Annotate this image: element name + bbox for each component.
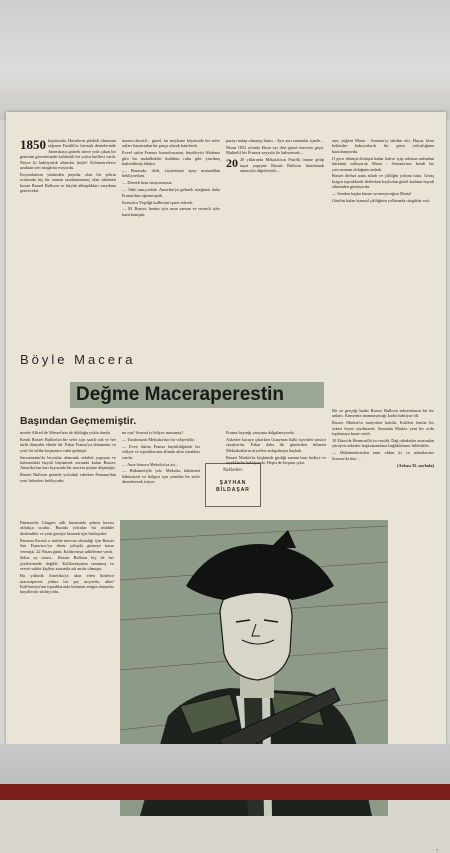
paragraph: Russet Markiz'in köşkünde girdiği zaman bazı hediye ve teşekkürler bekliyordu. Hepsi de boşuna çıktı. [226,454,326,466]
paragraph: Koyunlarının yüzünden payidar olan bir şehrin ortasında hiç bir zaman tasarlanmamış olan sükûneti bozan Russel Bulloon ve büyük ahbaplıkları meydana getirecekti. [20,171,116,194]
paragraph: Panama'da Chagres adlı limanında şehrin havası oldukça sıcaktı. Burada yolcular bir müddet dinlendiler ve yeni gemiye binmek için bekleştiler. [20,520,114,536]
byline-name-line-1: ŞAYHAN [219,480,247,486]
column-top-3 [226,138,324,334]
paragraph: parayı nakip olmayıp hatırı... Ayrı ayrı zamanlar içinde... [226,138,324,143]
headline-title: Değme Maceraperestin [76,384,285,405]
paragraph: Konsolos Yeşiliği kulbesini işaret ederek: [122,199,194,205]
paragraph: — Demek beni tanıyorsunuz. [122,180,173,186]
paragraph: — Tabii tanıyorduk. Amerika'ya gelmek isteğinizi daha Fransa'dan öğrenmiştik. [122,187,220,198]
paragraph: — Hükümetinizden emir aldım ki ve adamlarınız Sonora'da bizi ... [332,450,434,461]
paragraph: Bu yıllarda Amerika'ya akın eden binlerce maceraperest yalnız bir şey arıyordu: altın! Kaliforniya'nın topraklarında bulunan zengin damarlar hayallerini süslüyordu. [20,573,114,595]
red-strip-bottom [0,784,450,800]
paragraph: Kendi Russet Bullon'un bir sefer için saatli oda ve her türlü dünyalık elinde idi. Fakat Fransa'ya dönmenin ve yeni bir talihe koşmanın vakti gelmişti. [20,436,116,453]
paragraph: Sacramento'da beyazlar alanında sefaleti yaşayan ve kafasındaki hayali büyütmek zorunda kalan Russet, Amerika'nın batı kıyısında bir macera peşine düşmüştü. [20,454,116,471]
column-mid-1 [20,430,116,518]
paragraph: Panama Kırazlı o tarihte mevcut olmadığı için Russet San Francisco'ya deniz yoluyla gitmeye karar vermişti. 22 Nisan günü, Kaliforniya sahillerine vardı. [20,537,114,554]
continued-note: (Arkası 35. sayfada) [397,462,434,468]
column-top-1 [20,138,116,334]
column-low-1 [20,520,114,730]
page-number: 7 [436,848,438,853]
paragraph: Bir az gerçeği kadar Russet Bulloon sekretalarını bir bir anlattı. Kimsenin inanmayacağı kadar bahtiyar idi. [332,408,434,419]
headline-kicker: Böyle Macera [20,352,136,367]
paragraph: — Ama Sonora Meksika'ya ait... [122,461,179,467]
paragraph: başlarında. Havaların şiddetli olmasına rağmen Pasifik'in fırtınalı denizlerinde Amerikaya gitmek üzere yola çıkan bir geminin güvertesinde kalabalık bir yolcu kafilesi vardı. Neyse ki bahtiyarlık adamlar böyle! Kilometrelerce uzaktan sert rüzgârlar esiyordu. [20,138,116,171]
paragraph: ona, yüğeni Maria - Antonia'yı takdim etti. Hayat, kimi hekimler bakıyorlardı bir gemi yolculuğuna hazırlanıyordu. [332,138,434,154]
paragraph: Russet derhal atına atladı ve çiftliğin yoluna tuttu. Geniş kızgın topraklarda ilerlerken kaybolan güzel kadının hayali zihninden gitmiyordu. [332,173,434,190]
paragraph: — Senden başka kimse sevmeyeceğim Maria! [332,191,412,197]
paragraph: — Tarafımızın Meksika'nın bir vilayetidir. [122,436,195,442]
column-mid-3 [226,430,326,518]
paragraph: Fransa bayrağı yanyana dalgalanıyordu. [226,430,295,435]
byline-label: Nakleden: [222,468,244,473]
paragraph: — Burasıda, dedi, ziyaretinizi epey mutaaddan bekliyordum. [122,168,220,179]
paragraph: 10 Ekim'de Hermosillo'ya varıldı. Dağ tabakaları arasından yürüyen askerler başkumandana bağlılıklarını bildirdiler. [332,438,434,449]
year-drop-2: 20 [226,156,238,171]
paragraph: Gönlün kalan kumsal çiftliğinin yollarında rüzgârlar esti. [332,198,430,204]
year-drop-1: 1850 [20,138,46,152]
paragraph: Sekiz ay sonra... Russet Bulloon hiç de her şeylerimizde değildi. Kaliforniyanın tanınmış ve servet sahibi kişileri arasında adı anılır olmuştu. [20,555,114,572]
column-top-4 [332,138,434,334]
magazine-page [6,112,446,853]
headline-subtitle: Başından Geçmemiştir. [20,415,137,427]
paragraph: Evvel sakin Fransız konsolosunun, büyüleyici Akdeniz gibi bu mahalledeki kulübün ruhu gibi yazılmış bahsedilmiş hikâye. [122,150,220,167]
column-mid-2 [122,430,200,518]
paragraph: nu mu? Sonora'yı biliyor musunuz? [122,430,184,435]
paragraph: — Evet; bütün Fransa büyüklüğünde bir vilâyet ve topraklarının altında altın yatakları vardır. [122,443,200,460]
column-top-2 [122,138,220,334]
paragraph: minde Alfred de Musset'nin de dolduğu yokta durdu. [20,430,111,435]
paragraph: Nisan 1852 yılında Ekim ayı dört güzel mevsim geçti. Muhtelif bir Fransız seyyahı ile bahsetmek... [226,144,324,156]
paragraph: mazım davetli... güzel, bu meyhane köşesinde bir sefer onları hayatından bir parça olarak hatırlardı. [122,138,220,149]
byline-name-line-2: BİLDAŞAR [216,487,250,493]
paragraph: 20 yıllarında Mekatla'nın Pasifik önüne gelip taşra yaşayan Russet Bulloon hatırlamak amacıyla diğerleriyle... [240,157,324,174]
paragraph: — Hükümetiyle yok. Meksika hükümeti hâkimiyeti ve bölgesi için yeniden bir sefer düzenlemek istiyor. [122,468,200,485]
paragraph: — M. Russet, benim için uzun zaman ve sevimli işler hazırlamıştık. [122,206,220,217]
paragraph: Askerler karaya çıkarken Guaymas halkı içeriden sinsice süzüyordu. Fakat daha ilk günlerden itibaren Meksikalıların niyetleri anlaşılmaya başladı. [226,436,326,453]
paragraph: Russet Bulloon gemide yolculuk ederken Panama'dan yeni haberleri bekliyordu. [20,472,116,483]
photo-background-top [0,0,450,120]
paragraph: O gece dönüşü dönüştü kadar kahve içip salonun ardından kürkünü sallayarak Maria - Antonia'nın kendi bir yavrusunun olduğunu anladı. [332,155,434,172]
paragraph: Russet Markiz'in maiyetine katıldı. Kafilesi henüz bir askeri heyet sayılmazdı. Sonunda Markiz yeni bir ordu toplamaya karar verdi. [332,420,434,437]
